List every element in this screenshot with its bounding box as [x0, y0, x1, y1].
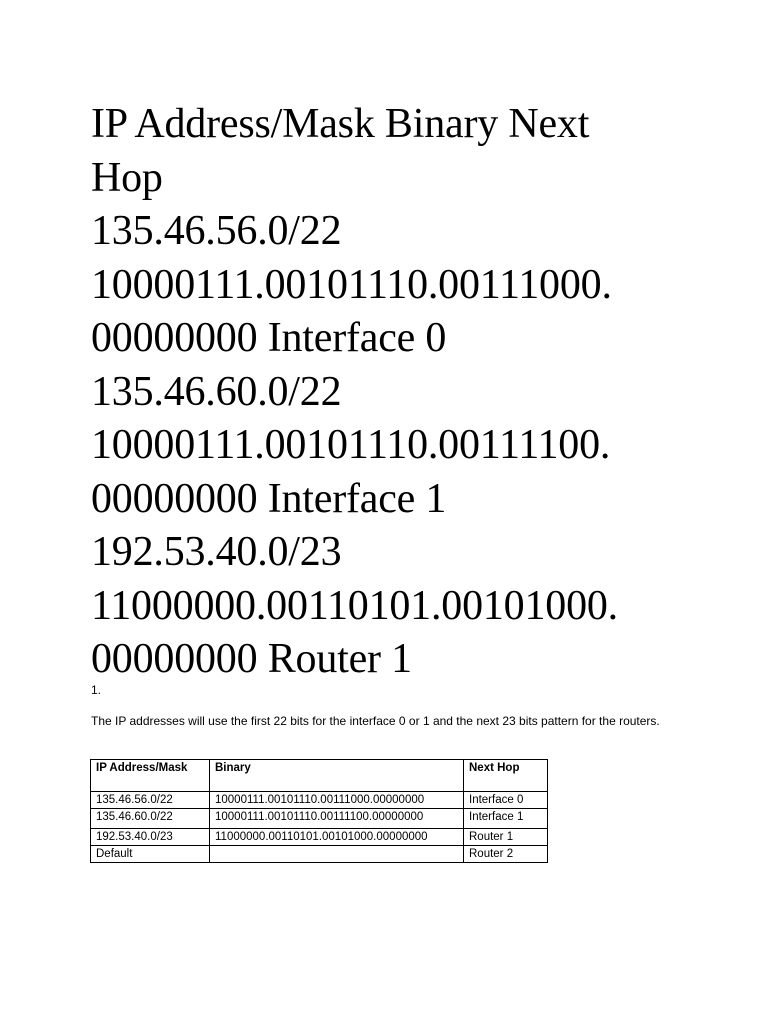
- column-header-next-hop: Next Hop: [464, 760, 548, 792]
- large-heading-text: [91, 98, 751, 687]
- heading-line: 135.46.60.0/22: [91, 368, 342, 415]
- heading-line: 00000000 Interface 1: [91, 475, 447, 522]
- heading-line: IP Address/Mask Binary Next: [91, 101, 590, 147]
- routing-table: [90, 759, 548, 863]
- cell-ip-mask: 135.46.60.0/22: [91, 809, 210, 829]
- explanation-paragraph: The IP addresses will use the first 22 bits for the interface 0 or 1 and the next 23 bits pattern for the routers.: [91, 714, 660, 728]
- heading-line: 11000000.00110101.00101000.: [91, 582, 618, 629]
- heading-line: 135.46.56.0/22: [91, 208, 342, 254]
- cell-next-hop: Interface 1: [464, 809, 548, 829]
- cell-binary: 10000111.00101110.00111000.00000000: [210, 792, 464, 809]
- table-row: [91, 846, 548, 863]
- heading-line: 00000000 Interface 0: [91, 315, 447, 361]
- list-number: 1.: [91, 683, 102, 697]
- cell-binary: [210, 846, 464, 863]
- cell-ip-mask: Default: [91, 846, 210, 863]
- heading-line: 10000111.00101110.00111000.: [91, 261, 612, 308]
- heading-line: 192.53.40.0/23: [91, 529, 342, 575]
- cell-ip-mask: 192.53.40.0/23: [91, 829, 210, 846]
- table-row: [91, 809, 548, 829]
- heading-line: Hop: [91, 154, 163, 201]
- cell-binary: 10000111.00101110.00111100.00000000: [210, 809, 464, 829]
- cell-binary: 11000000.00110101.00101000.00000000: [210, 829, 464, 846]
- cell-next-hop: Router 1: [464, 829, 548, 846]
- table-row: [91, 792, 548, 809]
- column-header-ip-mask: IP Address/Mask: [91, 760, 210, 792]
- heading-line: 00000000 Router 1: [91, 636, 412, 682]
- cell-ip-mask: 135.46.56.0/22: [91, 792, 210, 809]
- heading-line: 10000111.00101110.00111100.: [91, 422, 611, 468]
- table-row: [91, 829, 548, 846]
- column-header-binary: Binary: [210, 760, 464, 792]
- cell-next-hop: Router 2: [464, 846, 548, 863]
- table-header-row: [91, 760, 548, 792]
- cell-next-hop: Interface 0: [464, 792, 548, 809]
